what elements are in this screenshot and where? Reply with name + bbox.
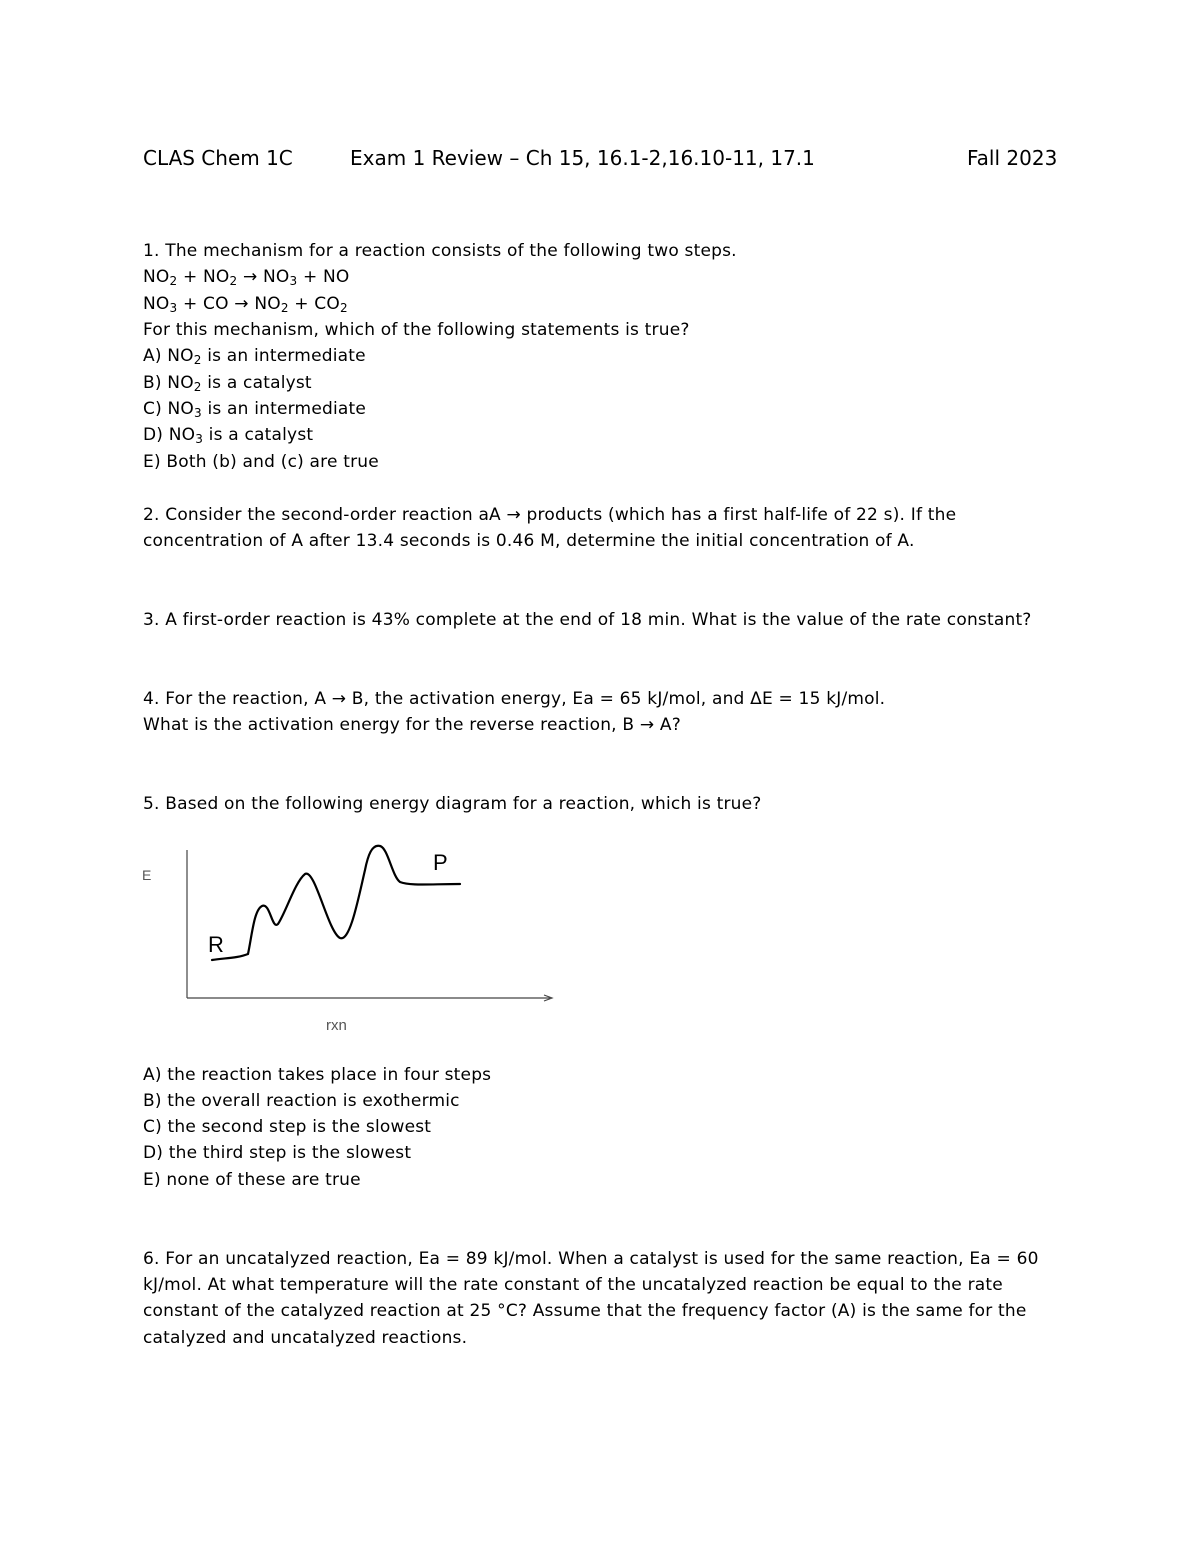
q1-option-d-sub: 3: [195, 432, 204, 446]
q2-number: 2: [143, 505, 155, 525]
q1-step2-a: NO: [143, 294, 170, 314]
q1-stem-text: The mechanism for a reaction consists of the following two steps.: [165, 241, 737, 261]
q1-step2-arrow: →: [228, 294, 255, 314]
q5-option-d: D) the third step is the slowest: [143, 1143, 412, 1163]
q1-step2-d: + CO: [288, 294, 340, 314]
q5-option-c: C) the second step is the slowest: [143, 1117, 432, 1137]
q5-option-a: A) the reaction takes place in four steps: [143, 1065, 492, 1085]
q1-option-a-pre: A) NO: [143, 346, 194, 366]
q2-line1-text: Consider the second-order reaction aA → products (which has a first half-life of 22 s). If the: [165, 505, 957, 525]
q1-step2-d-sub: 2: [339, 301, 348, 315]
q1-step1-b-sub: 2: [229, 274, 238, 288]
exam-title: Exam 1 Review – Ch 15, 16.1-2,16.10-11, 17.1: [350, 146, 815, 170]
product-label: P: [433, 850, 448, 875]
q6-line1: 6. For an uncatalyzed reaction, Ea = 89 kJ/mol. When a catalyst is used for the same reaction, Ea = 60: [143, 1249, 1039, 1269]
q1-option-c-sub: 3: [194, 406, 202, 420]
q1-option-a-sub: 2: [193, 353, 202, 367]
y-axis-label: E: [142, 867, 152, 883]
q1-question: For this mechanism, which of the following statements is true?: [143, 320, 690, 340]
q2-line2: concentration of A after 13.4 seconds is 0.46 M, determine the initial concentration of A.: [143, 531, 915, 551]
q4-line1-text: For the reaction, A → B, the activation energy, Ea = 65 kJ/mol, and ΔE = 15 kJ/mol.: [165, 689, 886, 709]
q1-step1-c-sub: 3: [289, 274, 298, 288]
q1-option-c-pre: C) NO: [143, 399, 195, 419]
q1-option-a: [143, 346, 366, 367]
q3-line1-text: A first-order reaction is 43% complete at the end of 18 min. What is the value of the rate constant?: [165, 610, 1032, 630]
q4-number: 4: [143, 689, 155, 709]
q6-number: 6: [143, 1249, 155, 1269]
q5-number: 5: [143, 794, 155, 814]
q1-option-b-pre: B) NO: [143, 373, 194, 393]
q6-line2: kJ/mol. At what temperature will the rate constant of the uncatalyzed reaction be equal to the rate: [143, 1275, 1003, 1295]
reactant-label: R: [208, 932, 224, 957]
q1-step1-b: + NO: [177, 267, 230, 287]
q1-option-c-post: is an intermediate: [201, 399, 367, 419]
q1-step1-a: NO: [143, 267, 170, 287]
q1-option-d-post: is a catalyst: [203, 425, 314, 445]
q4-line2: What is the activation energy for the reverse reaction, B → A?: [143, 715, 681, 735]
q2-line1: 2. Consider the second-order reaction aA → products (which has a first half-life of 22 s). If the: [143, 505, 957, 525]
q1-stem: 1. The mechanism for a reaction consists of the following two steps.: [143, 241, 737, 261]
q1-step1-arrow: →: [237, 267, 263, 287]
q3-line1: 3. A first-order reaction is 43% complete at the end of 18 min. What is the value of the rate constant?: [143, 610, 1032, 630]
q1-option-b: [143, 373, 312, 394]
q1-step2-c-sub: 2: [280, 301, 289, 315]
q6-line4: catalyzed and uncatalyzed reactions.: [143, 1328, 468, 1348]
q5-stem: 5. Based on the following energy diagram for a reaction, which is true?: [143, 794, 762, 814]
q1-step1-a-sub: 2: [169, 274, 178, 288]
term: Fall 2023: [967, 146, 1058, 170]
q1-step2: [143, 294, 348, 315]
q1-option-a-post: is an intermediate: [201, 346, 366, 366]
q5-option-b: B) the overall reaction is exothermic: [143, 1091, 460, 1111]
q5-stem-text: Based on the following energy diagram for a reaction, which is true?: [165, 794, 762, 814]
q1-option-b-sub: 2: [193, 380, 202, 394]
q1-step2-b: + CO: [177, 294, 229, 314]
q1-number: 1: [143, 241, 155, 261]
course-name: CLAS Chem 1C: [143, 146, 293, 170]
q1-step2-c: NO: [254, 294, 281, 314]
q1-option-e: E) Both (b) and (c) are true: [143, 452, 379, 472]
q1-step2-a-sub: 3: [169, 301, 178, 315]
q6-line1-text: For an uncatalyzed reaction, Ea = 89 kJ/mol. When a catalyst is used for the same reaction, Ea = 60: [165, 1249, 1039, 1269]
q1-step1-c: NO: [263, 267, 290, 287]
q1-option-c: [143, 399, 366, 420]
energy-diagram: [130, 840, 570, 1040]
q6-line3: constant of the catalyzed reaction at 25 °C? Assume that the frequency factor (A) is the same for the: [143, 1301, 1027, 1321]
q4-line1: 4. For the reaction, A → B, the activation energy, Ea = 65 kJ/mol, and ΔE = 15 kJ/mol.: [143, 689, 886, 709]
q1-option-d: [143, 425, 313, 446]
q5-option-e: E) none of these are true: [143, 1170, 361, 1190]
energy-curve: [212, 846, 460, 960]
q1-option-d-pre: D) NO: [143, 425, 196, 445]
q3-number: 3: [143, 610, 155, 630]
q1-step1: [143, 267, 350, 288]
x-axis-label: rxn: [326, 1017, 347, 1034]
q1-option-b-post: is a catalyst: [201, 373, 312, 393]
q1-step1-d: + NO: [297, 267, 350, 287]
